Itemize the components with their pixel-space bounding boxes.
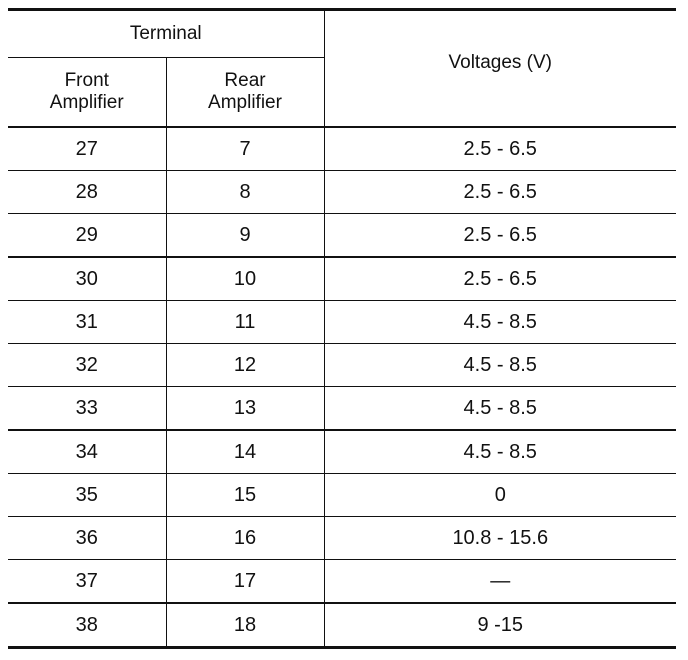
rear-terminal-cell: 9: [166, 214, 324, 258]
front-terminal-cell: 31: [8, 301, 166, 344]
voltage-cell: 4.5 - 8.5: [324, 430, 676, 474]
table-row: [8, 344, 676, 387]
rear-terminal-cell: 12: [166, 344, 324, 387]
rear-terminal-cell: 13: [166, 387, 324, 431]
rear-amplifier-label: Rear Amplifier: [208, 70, 282, 113]
voltage-cell: 0: [324, 474, 676, 517]
voltage-cell: 2.5 - 6.5: [324, 214, 676, 258]
table-row: [8, 257, 676, 301]
table-row: [8, 474, 676, 517]
front-amplifier-header: [8, 58, 166, 128]
front-terminal-cell: 29: [8, 214, 166, 258]
rear-terminal-cell: 18: [166, 603, 324, 648]
voltage-cell: 9 -15: [477, 613, 524, 636]
rear-terminal-cell: 10: [166, 257, 324, 301]
table-row: [8, 517, 676, 560]
front-terminal-cell: 35: [8, 474, 166, 517]
table-row: [8, 603, 676, 648]
terminal-voltage-table-wrap: [8, 8, 676, 649]
table-row: [8, 560, 676, 604]
rear-terminal-cell: 17: [166, 560, 324, 604]
table-row: [8, 127, 676, 171]
table-row: [8, 214, 676, 258]
table-row: [8, 301, 676, 344]
voltage-cell: —: [324, 560, 676, 604]
voltage-cell: 2.5 - 6.5: [324, 171, 676, 214]
rear-terminal-cell: 8: [166, 171, 324, 214]
front-terminal-cell: 27: [8, 127, 166, 171]
rear-amplifier-header: [166, 58, 324, 128]
front-terminal-cell: 32: [8, 344, 166, 387]
table-row: [8, 387, 676, 431]
voltage-cell: 4.5 - 8.5: [324, 344, 676, 387]
voltage-cell: 2.5 - 6.5: [324, 257, 676, 301]
terminal-header: Terminal: [8, 10, 324, 58]
front-terminal-cell: 30: [8, 257, 166, 301]
table-row: [8, 171, 676, 214]
voltage-cell: 4.5 - 8.5: [324, 301, 676, 344]
voltage-cell: 10.8 - 15.6: [324, 517, 676, 560]
front-terminal-cell: 28: [8, 171, 166, 214]
voltage-cell: 2.5 - 6.5: [324, 127, 676, 171]
rear-terminal-cell: 16: [166, 517, 324, 560]
front-terminal-cell: 33: [8, 387, 166, 431]
header-row-top: [8, 10, 676, 58]
rear-terminal-cell: 11: [166, 301, 324, 344]
front-terminal-cell: 38: [8, 603, 166, 648]
terminal-voltage-table: [8, 8, 676, 649]
front-amplifier-label: Front Amplifier: [49, 70, 124, 113]
rear-terminal-cell: 7: [166, 127, 324, 171]
front-terminal-cell: 34: [8, 430, 166, 474]
rear-terminal-cell: 14: [166, 430, 324, 474]
table-row: [8, 430, 676, 474]
front-terminal-cell: 37: [8, 560, 166, 604]
voltages-header-label: Voltages (V): [448, 51, 552, 73]
voltages-header: [324, 10, 676, 128]
voltage-cell: 4.5 - 8.5: [324, 387, 676, 431]
rear-terminal-cell: 15: [166, 474, 324, 517]
front-terminal-cell: 36: [8, 517, 166, 560]
